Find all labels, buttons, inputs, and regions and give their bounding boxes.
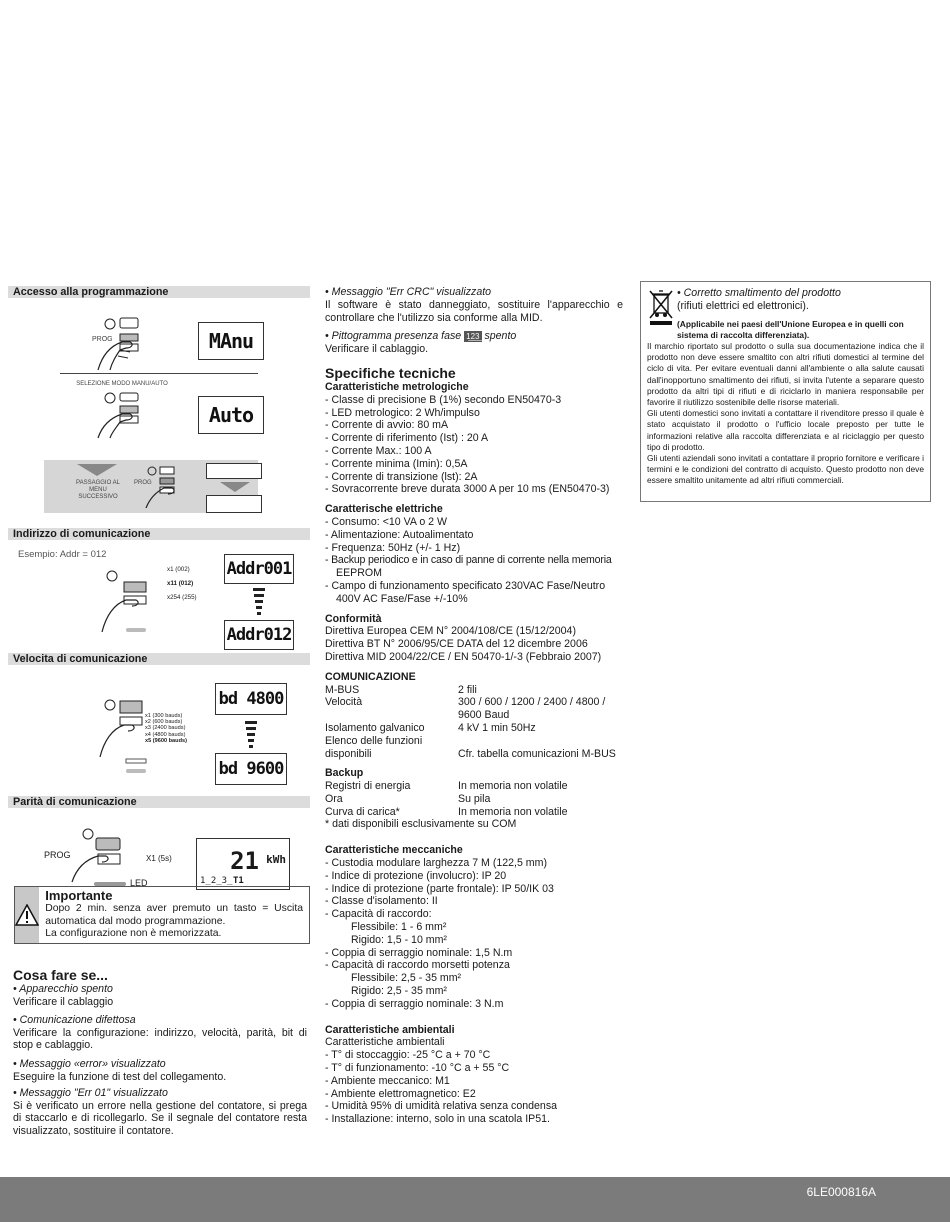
- pittogramma-heading: [325, 330, 623, 343]
- mecc-item: - Capacità di raccordo morsetti potenza: [325, 959, 510, 972]
- mecc-item: - Indice di protezione (parte frontale): IP 50/IK 03: [325, 882, 554, 895]
- com-row: [325, 735, 623, 748]
- elet-list: [325, 516, 623, 606]
- metro-item: - Corrente minima (Imin): 0,5A: [325, 457, 468, 470]
- com-row: [325, 748, 623, 761]
- section-title-speed: Velocita di comunicazione: [8, 653, 310, 665]
- address-figure: [8, 540, 310, 649]
- mecc-item: - Classe d'isolamento: II: [325, 895, 438, 908]
- backup-value: Su pila: [458, 792, 491, 805]
- left-column: [8, 286, 310, 892]
- importante-title: Importante: [45, 888, 113, 903]
- amb-item: - Umidità 95% di umidità relativa senza condensa: [325, 1100, 558, 1113]
- metro-item: - LED metrologico: 2 Wh/impulso: [325, 406, 480, 419]
- mecc-item: Rigido: 2,5 - 35 mm²: [351, 985, 447, 998]
- address-example: Esempio: Addr = 012: [18, 549, 107, 560]
- pittogramma-heading-text-2: spento: [484, 330, 517, 343]
- mecc-item: Flessibile: 2,5 - 35 mm²: [351, 972, 462, 985]
- cosa-item-text: Eseguire la funzione di test del collegamento.: [13, 1070, 227, 1083]
- parity-figure: [8, 808, 310, 892]
- passaggio-caption: PASSAGGIO AL MENU SUCCESSIVO: [76, 480, 120, 500]
- cosa-item-heading: • Apparecchio spento: [13, 983, 113, 995]
- hand-press-icon: [68, 826, 130, 888]
- crossed-bin-icon: [649, 289, 673, 325]
- amb-item: - Ambiente meccanico: M1: [325, 1074, 450, 1087]
- backup-title: Backup: [325, 767, 364, 780]
- phase-pictogram-icon: 1̲2̲3̲: [200, 876, 233, 886]
- baud-item: x2 (600 bauds): [145, 719, 183, 726]
- weee-applicable: (Applicabile nei paesi dell'Unione Europea e in quelli con sistema di raccolta differenziata).: [677, 318, 904, 340]
- metro-item: - Classe di precisione B (1%) secondo EN50470-3: [325, 393, 562, 406]
- cosa-fare-section: [13, 967, 307, 1138]
- cosa-item: [13, 983, 307, 1008]
- backup-value: In memoria non volatile: [458, 805, 568, 818]
- backup-key: Curva di carica*: [325, 805, 400, 818]
- led-label: LED: [130, 878, 148, 888]
- lcd-bd-9600: bd 9600: [215, 753, 287, 785]
- triangle-down-icon: [77, 464, 117, 476]
- weee-paragraph: Gli utenti domestici sono invitati a contattare il rivenditore presso il quale è stato acquistato il prodotto o l'ufficio locale preposto per tutte le informazioni relative alla raccolta differenziata e al riciclaggio per questo tipo di prodotto.: [647, 408, 924, 452]
- lcd-kwh-value: 21: [230, 847, 259, 875]
- mecc-item: - Custodia modulare larghezza 7 M (122,5 mm): [325, 857, 547, 870]
- hand-press-icon: [96, 566, 166, 638]
- metro-item: - Sovracorrente breve durata 3000 A per 10 ms (EN50470-3): [325, 483, 610, 496]
- elet-item: - Campo di funzionamento specificato 230VAC Fase/Neutro: [325, 579, 606, 592]
- amb-item: - Ambiente elettromagnetico: E2: [325, 1087, 476, 1100]
- lcd-auto: Auto: [198, 396, 264, 434]
- hand-press-icon: [90, 312, 150, 374]
- programming-figure: [8, 298, 310, 516]
- lcd-partial-bottom: [206, 495, 262, 513]
- metro-item: - Corrente Max.: 100 A: [325, 444, 432, 457]
- importante-text: [39, 887, 309, 943]
- metro-item: - Corrente di transizione (lst): 2A: [325, 470, 478, 483]
- com-key: Velocità: [325, 696, 363, 709]
- metro-title: Caratteristiche metrologiche: [325, 380, 469, 393]
- lcd-kwh-unit: kWh: [266, 853, 286, 866]
- baud-item: x3 (2400 bauds): [145, 725, 186, 732]
- section-title-programming: Accesso alla programmazione: [8, 286, 310, 298]
- document-code: 6LE000816A: [806, 1185, 876, 1199]
- mecc-item: - Coppia di serraggio nominale: 1,5 N.m: [325, 946, 513, 959]
- section-title-parity: Parità di comunicazione: [8, 796, 310, 808]
- baud-item: x5 (9600 bauds): [145, 737, 187, 744]
- conf-item: Direttiva BT N° 2006/95/CE DATA del 12 dicembre 2006: [325, 638, 588, 651]
- section-title-address: Indirizzo di comunicazione: [8, 528, 310, 540]
- com-row: [325, 709, 623, 722]
- arrow-down-icon: [253, 588, 265, 618]
- prog-label-3: PROG: [44, 850, 71, 860]
- prog-label-2: PROG: [134, 480, 152, 486]
- cosa-item-heading: • Messaggio "Err 01" visualizzato: [13, 1087, 168, 1100]
- cosa-item: [13, 1014, 307, 1052]
- com-key: [325, 709, 458, 722]
- weee-heading: • Corretto smaltimento del prodotto: [677, 287, 841, 299]
- triangle-down-icon: [220, 482, 250, 492]
- importante-line: La configurazione non è memorizzata.: [45, 928, 222, 940]
- pittogramma-heading-text: • Pittogramma presenza fase: [325, 330, 462, 343]
- backup-row: [325, 793, 623, 806]
- amb-title: Caratteristiche ambientali: [325, 1023, 455, 1036]
- baud-list: [145, 713, 187, 744]
- sel-mode-caption: SELEZIONE MODO MANU/AUTO: [76, 381, 168, 387]
- backup-row: [325, 780, 623, 793]
- warning-icon: [15, 904, 39, 926]
- com-key: disponibili: [325, 747, 372, 760]
- backup-key: Registri di energia: [325, 780, 411, 793]
- mecc-item: - Indice di protezione (involucro): IP 20: [325, 869, 507, 882]
- pittogramma-block: [325, 330, 623, 356]
- cosa-item-text: Verificare la configurazione: indirizzo, velocità, parità, bit di stop e cablaggio.: [13, 1026, 307, 1052]
- com-value: 9600 Baud: [458, 709, 510, 722]
- com-table: [325, 684, 623, 761]
- mecc-item: Flessibile: 1 - 6 mm²: [351, 921, 447, 934]
- mecc-title: Caratteristiche meccaniche: [325, 844, 463, 857]
- com-row: [325, 722, 623, 735]
- cosa-item: [13, 1087, 307, 1137]
- lcd-bd-4800: bd 4800: [215, 683, 287, 715]
- phase-pictogram-icon: 1̲2̲3̲: [466, 332, 480, 342]
- conf-list: [325, 625, 623, 663]
- baud-item: x1 (300 bauds): [145, 713, 183, 719]
- spec-title: Specifiche tecniche: [325, 364, 456, 381]
- mecc-item: - Coppia di serraggio nominale: 3 N.m: [325, 997, 504, 1010]
- arrow-down-icon: [245, 721, 257, 751]
- lcd-kwh: [196, 838, 290, 890]
- hand-press-icon: [96, 697, 152, 777]
- amb-item: - T° di funzionamento: -10 °C a + 55 °C: [325, 1062, 510, 1075]
- lcd-addr-001: Addr001: [224, 554, 294, 584]
- cosa-item: [13, 1058, 307, 1083]
- middle-column: [325, 286, 623, 1126]
- metro-list: [325, 394, 623, 496]
- baud-item: x4 (4800 bauds): [145, 731, 186, 738]
- weee-paragraph: Gli utenti aziendali sono invitati a contattare il proprio fornitore e verificare i termini e le condizioni del contratto di acquisto. Questo prodotto non deve essere smaltito unitamente ad altri rifiuti commerciali.: [647, 453, 924, 486]
- elet-item: - Alimentazione: Autoalimentato: [325, 528, 474, 541]
- cosa-fare-title: Cosa fare se...: [13, 967, 108, 983]
- weee-paragraph: Il marchio riportato sul prodotto o sulla sua documentazione indica che il prodotto non deve essere smaltito con altri rifiuti domestici al termine del ciclo di vita. Per evitare eventuali danni all'ambiente o alla salute causati dall'inopportuno smaltimento dei rifiuti, si invita l'utente a separare questo prodotto da altri tipi di rifiuti e di riciclarlo in maniera responsabile per favorire il riutilizzo sostenibile delle risorse materiali.: [647, 341, 924, 408]
- com-row: [325, 684, 623, 697]
- com-value: 4 kV 1 min 50Hz: [458, 721, 536, 734]
- metro-item: - Corrente di riferimento (Ist) : 20 A: [325, 432, 489, 445]
- press-x1-5s: X1 (5s): [146, 854, 172, 863]
- backup-key: Ora: [325, 792, 343, 805]
- amb-list: [325, 1036, 623, 1126]
- com-key: Elenco delle funzioni: [325, 734, 423, 747]
- backup-table: [325, 780, 623, 818]
- com-key: Isolamento galvanico: [325, 721, 425, 734]
- amb-item: - T° di stoccaggio: -25 °C a + 70 °C: [325, 1049, 491, 1062]
- lcd-partial-top: [206, 463, 262, 479]
- amb-item: Caratteristiche ambientali: [325, 1036, 445, 1049]
- com-value: Cfr. tabella comunicazioni M-BUS: [458, 747, 616, 760]
- lcd-tariff: T1: [233, 876, 244, 886]
- err-crc-text: Il software è stato danneggiato, sostituire l'apparecchio e controllare che l'utilizzo sia conforme alla MID.: [325, 298, 623, 324]
- elet-item: 400V AC Fase/Fase +/-10%: [336, 592, 468, 605]
- elet-item: - Frequenza: 50Hz (+/- 1 Hz): [325, 541, 461, 554]
- err-crc-block: [325, 286, 623, 324]
- backup-note: * dati disponibili esclusivamente su COM: [325, 818, 517, 831]
- metro-item: - Corrente di avvio: 80 mA: [325, 419, 449, 432]
- com-value: 300 / 600 / 1200 / 2400 / 4800 /: [458, 696, 606, 709]
- err-crc-heading: • Messaggio "Err CRC" visualizzato: [325, 286, 492, 298]
- elet-item: - Consumo: <10 VA o 2 W: [325, 515, 447, 528]
- cosa-item-text: Si è verificato un errore nella gestione del contatore, si prega di staccarlo e di ricollegarlo. Se il segnale del contatore resta visualizzato, sostituire il contatore.: [13, 1099, 307, 1137]
- elet-title: Caratterische elettriche: [325, 503, 443, 516]
- com-key: M-BUS: [325, 683, 360, 696]
- cosa-item-heading: • Messaggio «error» visualizzato: [13, 1057, 166, 1070]
- elet-item: - Backup periodico e in caso di panne di corrente nella memoria: [325, 554, 612, 567]
- importante-box: [14, 886, 310, 944]
- press-x11: x11 (012): [167, 580, 194, 587]
- weee-subheading: (rifiuti elettrici ed elettronici).: [677, 299, 809, 312]
- speed-figure: [8, 665, 310, 795]
- backup-row: [325, 806, 623, 819]
- pittogramma-text: Verificare il cablaggio.: [325, 343, 429, 356]
- conf-title: Conformità: [325, 612, 382, 625]
- cosa-item-heading: • Comunicazione difettosa: [13, 1014, 136, 1027]
- cosa-item-text: Verificare il cablaggio: [13, 995, 114, 1008]
- mecc-item: - Capacità di raccordo:: [325, 908, 432, 921]
- prog-label: PROG: [92, 336, 113, 343]
- elet-item: EEPROM: [336, 567, 382, 580]
- importante-line: Dopo 2 min. senza aver premuto un tasto = Uscita automatica dal modo programmazione.: [45, 903, 303, 927]
- press-x254: x254 (255): [167, 594, 197, 601]
- hand-press-icon: [142, 466, 190, 510]
- com-value: 2 fili: [458, 683, 477, 696]
- conf-item: Direttiva MID 2004/22/CE / EN 50470-1/-3 (Febbraio 2007): [325, 650, 602, 663]
- hand-press-icon: [90, 392, 150, 442]
- com-row: [325, 696, 623, 709]
- conf-item: Direttiva Europea CEM N° 2004/108/CE (15/12/2004): [325, 625, 576, 638]
- footer-bar: [0, 1177, 950, 1222]
- backup-value: In memoria non volatile: [458, 780, 568, 793]
- com-title: COMUNICAZIONE: [325, 670, 416, 683]
- next-menu-box: [44, 460, 258, 513]
- lcd-addr-012: Addr012: [224, 620, 294, 650]
- mecc-list: [325, 857, 623, 1011]
- weee-box: [640, 281, 931, 502]
- press-x1: x1 (002): [167, 566, 190, 573]
- amb-item: - Installazione: interno, solo in una scatola IP51.: [325, 1113, 550, 1126]
- mecc-item: Rigido: 1,5 - 10 mm²: [351, 933, 447, 946]
- lcd-manu: MAnu: [198, 322, 264, 360]
- importante-icon-area: [15, 887, 39, 943]
